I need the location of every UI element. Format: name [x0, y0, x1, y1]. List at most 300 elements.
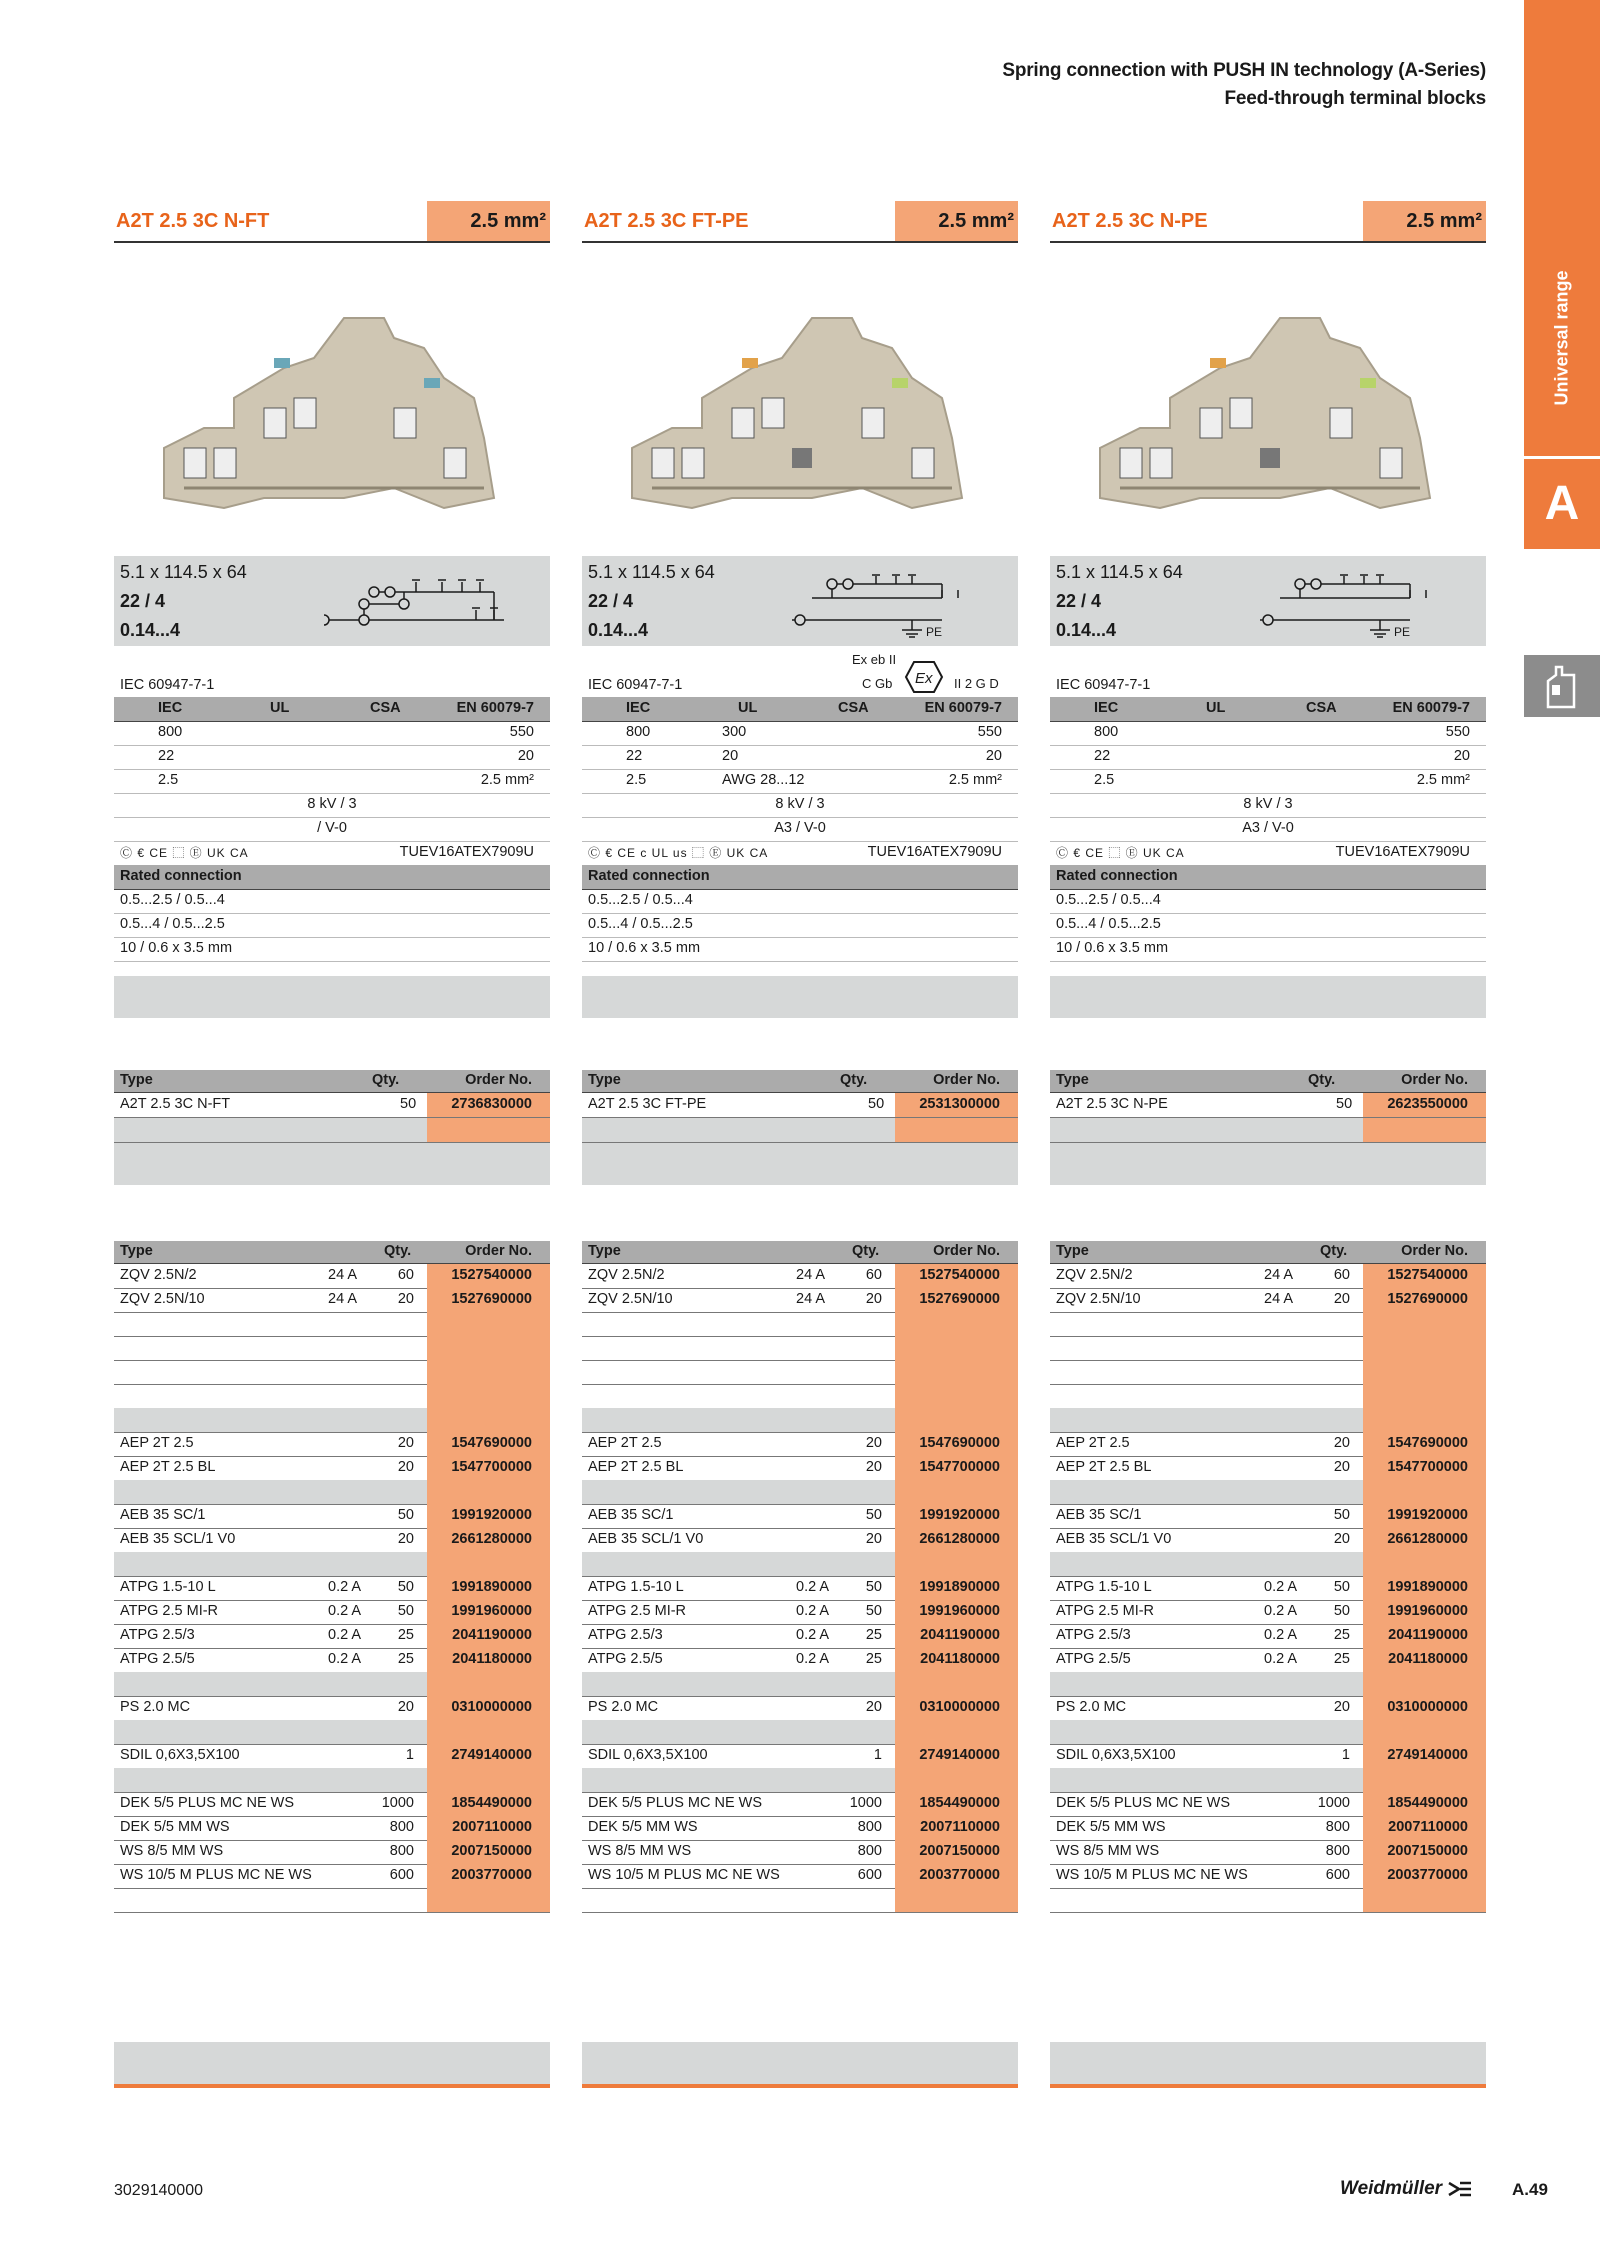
accessory-order-number[interactable]: 1547690000 — [451, 1435, 532, 1451]
accessory-qty: 25 — [1333, 1627, 1350, 1643]
accessory-type: WS 8/5 MM WS — [1056, 1843, 1160, 1859]
accessory-type: WS 10/5 M PLUS MC NE WS — [120, 1867, 312, 1883]
order-number-cell[interactable] — [895, 1264, 1018, 1288]
accessory-row — [1050, 1792, 1486, 1817]
order-number-cell[interactable] — [427, 1864, 550, 1888]
accessory-order-number[interactable]: 2041190000 — [1388, 1627, 1468, 1643]
accessory-type: AEB 35 SCL/1 V0 — [1056, 1531, 1172, 1547]
accessory-qty: 600 — [389, 1867, 414, 1883]
accessory-type: WS 10/5 M PLUS MC NE WS — [588, 1867, 780, 1883]
section-tab[interactable] — [1524, 0, 1600, 549]
accessory-qty: 20 — [865, 1435, 882, 1451]
product-title-bar — [114, 201, 550, 243]
col-type: Type — [120, 1243, 153, 1259]
col-qty: Qty. — [1320, 1243, 1348, 1259]
accessory-order-number[interactable]: 1547700000 — [451, 1459, 532, 1475]
col-type: Type — [1056, 1243, 1089, 1259]
accessory-order-number[interactable]: 2041180000 — [1388, 1651, 1468, 1667]
approval-icons: Ⓒ € CE c UL us ⬚ Ⓔ UK CA — [588, 846, 769, 860]
accessory-row — [582, 1504, 1018, 1529]
doc-number: 3029140000 — [114, 2182, 203, 2199]
spec-en: 550 — [977, 724, 1002, 740]
section-tab-label: Universal range — [1551, 270, 1572, 406]
accessory-row — [582, 1696, 1018, 1721]
accessory-row — [582, 1864, 1018, 1889]
accessory-type: AEB 35 SC/1 — [120, 1507, 206, 1523]
accessory-order-number[interactable]: 1527540000 — [1387, 1267, 1468, 1283]
spec-iec: 2.5 — [1094, 772, 1115, 788]
order-number-cell[interactable] — [1363, 1840, 1486, 1864]
type-value: A2T 2.5 3C N-PE — [1056, 1096, 1168, 1112]
spec-row — [582, 769, 1018, 794]
spec-row — [1050, 769, 1486, 794]
accessory-row — [1050, 1816, 1486, 1841]
col-en: EN 60079-7 — [924, 700, 1002, 716]
rated-impulse-voltage: 8 kV / 3 — [775, 796, 825, 812]
spec-iec: 800 — [158, 724, 183, 740]
accessory-current: 0.2 A — [1264, 1579, 1298, 1595]
order-number-cell[interactable] — [1363, 1816, 1486, 1840]
spec-row — [1050, 721, 1486, 746]
accessory-order-number[interactable]: 1991960000 — [1387, 1603, 1468, 1619]
accessory-type: PS 2.0 MC — [1056, 1699, 1127, 1715]
accessory-row — [582, 1288, 1018, 1313]
accessory-type: AEP 2T 2.5 — [120, 1435, 194, 1451]
accessory-current: 24 A — [328, 1291, 358, 1307]
type-value: A2T 2.5 3C N-FT — [120, 1096, 231, 1112]
accessory-type: ATPG 2.5/3 — [588, 1627, 663, 1643]
certificate-number: TUEV16ATEX7909U — [399, 844, 534, 860]
accessory-qty: 1000 — [381, 1795, 414, 1811]
order-number-cell[interactable] — [1363, 1093, 1486, 1117]
accessory-row — [114, 1264, 550, 1289]
accessory-row — [114, 1528, 550, 1553]
accessory-order-number[interactable]: 2041180000 — [452, 1651, 532, 1667]
spec-ul: 20 — [722, 748, 739, 764]
rated-connection-value: 0.5...4 / 0.5...2.5 — [120, 916, 225, 932]
order-number-cell[interactable] — [427, 1288, 550, 1312]
spec-iec: 22 — [1094, 748, 1111, 764]
order-number-cell[interactable] — [1363, 1456, 1486, 1480]
accessory-row — [114, 1792, 550, 1817]
accessory-type: ZQV 2.5N/2 — [1056, 1267, 1133, 1283]
order-number[interactable]: 2531300000 — [919, 1096, 1000, 1112]
accessory-order-number[interactable]: 1991890000 — [451, 1579, 532, 1595]
col-order: Order No. — [1401, 1243, 1468, 1259]
bottom-band — [582, 2042, 1018, 2088]
page-header — [1002, 57, 1486, 113]
accessory-type: DEK 5/5 MM WS — [1056, 1819, 1166, 1835]
accessory-row — [1050, 1624, 1486, 1649]
accessory-row — [114, 1288, 550, 1313]
order-number-cell[interactable] — [895, 1696, 1018, 1720]
order-number-cell[interactable] — [427, 1744, 550, 1768]
accessory-order-number[interactable]: 2003770000 — [919, 1867, 1000, 1883]
spec-row — [114, 769, 550, 794]
accessory-qty: 20 — [397, 1459, 414, 1475]
cross-section: 2.5 mm² — [938, 210, 1014, 232]
rated-impulse-voltage: 8 kV / 3 — [307, 796, 357, 812]
brand-logo — [1340, 2178, 1473, 2200]
col-type: Type — [588, 1072, 621, 1088]
cross-section-badge — [895, 201, 1018, 241]
accessory-type: PS 2.0 MC — [588, 1699, 659, 1715]
spec-en: 550 — [1445, 724, 1470, 740]
col-type: Type — [1056, 1072, 1089, 1088]
accessory-qty: 25 — [397, 1651, 414, 1667]
accessory-qty: 20 — [397, 1531, 414, 1547]
order-number-cell[interactable] — [895, 1504, 1018, 1528]
order-number-cell[interactable] — [427, 1696, 550, 1720]
order-number-cell[interactable] — [1363, 1792, 1486, 1816]
accessory-order-number[interactable]: 1547690000 — [919, 1435, 1000, 1451]
table-row — [1050, 1093, 1486, 1118]
accessory-order-number[interactable]: 0310000000 — [919, 1699, 1000, 1715]
accessory-order-number[interactable]: 2661280000 — [451, 1531, 532, 1547]
order-number-cell[interactable] — [895, 1816, 1018, 1840]
order-number-cell[interactable] — [427, 1432, 550, 1456]
accessory-order-number[interactable]: 1527540000 — [451, 1267, 532, 1283]
order-number-cell[interactable] — [895, 1093, 1018, 1117]
accessory-row — [1050, 1528, 1486, 1553]
col-qty: Qty. — [384, 1243, 412, 1259]
flammability-class: A3 / V-0 — [774, 820, 826, 836]
product-title-bar — [582, 201, 1018, 243]
clamping-range: 0.14...4 — [120, 620, 181, 640]
accessory-type: DEK 5/5 MM WS — [120, 1819, 230, 1835]
accessory-type: ATPG 2.5 MI-R — [120, 1603, 219, 1619]
accessory-row — [114, 1432, 550, 1457]
spec-row — [1050, 745, 1486, 770]
accessory-order-number[interactable]: 0310000000 — [1387, 1699, 1468, 1715]
order-number-cell[interactable] — [427, 1624, 550, 1648]
accessory-row — [114, 1744, 550, 1769]
qty-value: 50 — [400, 1096, 417, 1112]
col-en: EN 60079-7 — [456, 700, 534, 716]
accessory-current: 0.2 A — [328, 1603, 362, 1619]
accessory-order-number[interactable]: 2749140000 — [919, 1747, 1000, 1763]
accessory-order-number[interactable]: 1547690000 — [1387, 1435, 1468, 1451]
accessory-type: WS 10/5 M PLUS MC NE WS — [1056, 1867, 1248, 1883]
spec-row — [114, 721, 550, 746]
accessory-order-number[interactable]: 1854490000 — [451, 1795, 532, 1811]
accessory-row — [1050, 1648, 1486, 1673]
brand-mark-icon — [1447, 2180, 1473, 2198]
order-number-cell[interactable] — [895, 1792, 1018, 1816]
approvals-row — [1050, 841, 1486, 866]
spec-iec: 2.5 — [626, 772, 647, 788]
accessory-current: 0.2 A — [328, 1651, 362, 1667]
order-number-cell[interactable] — [1363, 1696, 1486, 1720]
col-order: Order No. — [1401, 1072, 1468, 1088]
order-number-cell[interactable] — [1363, 1600, 1486, 1624]
spec-iec: 22 — [626, 748, 643, 764]
order-number-cell[interactable] — [895, 1528, 1018, 1552]
order-number-cell[interactable] — [1363, 1648, 1486, 1672]
accessory-order-number[interactable]: 2007150000 — [919, 1843, 1000, 1859]
accessory-order-number[interactable]: 2661280000 — [1387, 1531, 1468, 1547]
order-number-cell[interactable] — [895, 1840, 1018, 1864]
circuit-diagram — [1260, 574, 1480, 640]
col-csa: CSA — [838, 700, 869, 716]
col-ul: UL — [270, 700, 290, 716]
accessory-qty: 50 — [1333, 1579, 1350, 1595]
accessory-order-number[interactable]: 2007110000 — [1388, 1819, 1468, 1835]
accessory-order-number[interactable]: 1991920000 — [451, 1507, 532, 1523]
accessory-order-number[interactable]: 2003770000 — [451, 1867, 532, 1883]
rated-connection-title: Rated connection — [1056, 868, 1178, 884]
accessory-row — [582, 1744, 1018, 1769]
accessory-row — [1050, 1504, 1486, 1529]
accessory-qty: 20 — [865, 1699, 882, 1715]
accessory-type: ATPG 2.5 MI-R — [588, 1603, 687, 1619]
col-en: EN 60079-7 — [1392, 700, 1470, 716]
accessory-order-number[interactable]: 1527690000 — [1387, 1291, 1468, 1307]
accessory-row — [1050, 1696, 1486, 1721]
accessory-order-number[interactable]: 1527690000 — [919, 1291, 1000, 1307]
order-number-cell[interactable] — [895, 1864, 1018, 1888]
accessories-header — [1050, 1241, 1486, 1264]
order-number-cell[interactable] — [895, 1576, 1018, 1600]
order-number-cell[interactable] — [1363, 1264, 1486, 1288]
order-number-cell[interactable] — [1363, 1624, 1486, 1648]
order-number-cell[interactable] — [427, 1264, 550, 1288]
col-qty: Qty. — [1308, 1072, 1336, 1088]
dimensions: 5.1 x 114.5 x 64 — [588, 562, 715, 582]
accessory-type: AEB 35 SCL/1 V0 — [120, 1531, 236, 1547]
spec-ul: 300 — [722, 724, 747, 740]
order-number-cell[interactable] — [427, 1504, 550, 1528]
accessory-qty: 600 — [1325, 1867, 1350, 1883]
order-number-cell[interactable] — [427, 1840, 550, 1864]
terminal-block-icon[interactable] — [1524, 655, 1600, 717]
accessory-row — [582, 1624, 1018, 1649]
accessory-type: WS 8/5 MM WS — [120, 1843, 224, 1859]
accessory-order-number[interactable]: 1854490000 — [919, 1795, 1000, 1811]
accessory-order-number[interactable]: 1547700000 — [919, 1459, 1000, 1475]
accessory-order-number[interactable]: 1991960000 — [451, 1603, 532, 1619]
accessory-row — [582, 1840, 1018, 1865]
accessory-order-number[interactable]: 1991890000 — [1387, 1579, 1468, 1595]
standard: IEC 60947-7-1 — [1056, 677, 1151, 693]
wire-size-awg: 22 / 4 — [1056, 591, 1102, 611]
accessory-row — [114, 1576, 550, 1601]
accessory-order-number[interactable]: 2041180000 — [920, 1651, 1000, 1667]
accessory-row — [1050, 1264, 1486, 1289]
accessory-type: AEP 2T 2.5 BL — [588, 1459, 684, 1475]
accessory-row — [114, 1456, 550, 1481]
accessory-type: AEP 2T 2.5 BL — [1056, 1459, 1152, 1475]
order-number-cell[interactable] — [427, 1648, 550, 1672]
order-number-cell[interactable] — [1363, 1504, 1486, 1528]
accessory-qty: 20 — [1333, 1459, 1350, 1475]
order-number-cell[interactable] — [1363, 1432, 1486, 1456]
order-number-cell[interactable] — [895, 1744, 1018, 1768]
spec-iec: 2.5 — [158, 772, 179, 788]
order-number[interactable]: 2623550000 — [1387, 1096, 1468, 1112]
order-number-cell[interactable] — [895, 1624, 1018, 1648]
accessory-qty: 1 — [1341, 1747, 1350, 1763]
accessory-type: ZQV 2.5N/10 — [120, 1291, 205, 1307]
dimensions: 5.1 x 114.5 x 64 — [120, 562, 247, 582]
accessory-row — [114, 1840, 550, 1865]
accessory-order-number[interactable]: 2749140000 — [1387, 1747, 1468, 1763]
accessory-qty: 20 — [397, 1291, 414, 1307]
accessory-order-number[interactable]: 0310000000 — [451, 1699, 532, 1715]
order-number-cell[interactable] — [427, 1576, 550, 1600]
accessory-row — [1050, 1840, 1486, 1865]
accessory-type: DEK 5/5 PLUS MC NE WS — [1056, 1795, 1231, 1811]
order-number-cell[interactable] — [427, 1456, 550, 1480]
accessory-type: AEP 2T 2.5 — [588, 1435, 662, 1451]
standard: IEC 60947-7-1 — [120, 677, 215, 693]
order-number-cell[interactable] — [895, 1600, 1018, 1624]
cross-section: 2.5 mm² — [1406, 210, 1482, 232]
order-number-cell[interactable] — [1363, 1864, 1486, 1888]
blank-band — [582, 1143, 1018, 1185]
rated-connection-value: 10 / 0.6 x 3.5 mm — [120, 940, 233, 956]
order-number-cell[interactable] — [1363, 1576, 1486, 1600]
accessory-type: ATPG 2.5/3 — [1056, 1627, 1131, 1643]
order-number-cell[interactable] — [1363, 1288, 1486, 1312]
accessory-qty: 60 — [1333, 1267, 1350, 1283]
spec-table-header — [1050, 697, 1486, 722]
rated-connection-value: 0.5...2.5 / 0.5...4 — [120, 892, 225, 908]
accessory-order-number[interactable]: 1854490000 — [1387, 1795, 1468, 1811]
accessory-row — [114, 1504, 550, 1529]
accessory-order-number[interactable]: 2007110000 — [452, 1819, 532, 1835]
rated-connection-value: 0.5...2.5 / 0.5...4 — [1056, 892, 1161, 908]
accessory-type: SDIL 0,6X3,5X100 — [588, 1747, 708, 1763]
accessory-order-number[interactable]: 1547700000 — [1387, 1459, 1468, 1475]
accessory-qty: 50 — [1333, 1507, 1350, 1523]
accessory-type: SDIL 0,6X3,5X100 — [1056, 1747, 1176, 1763]
col-csa: CSA — [1306, 700, 1337, 716]
order-number-cell[interactable] — [1363, 1744, 1486, 1768]
col-iec: IEC — [158, 700, 183, 716]
order-number-cell[interactable] — [427, 1816, 550, 1840]
order-number-cell[interactable] — [895, 1648, 1018, 1672]
accessory-order-number[interactable]: 1991920000 — [919, 1507, 1000, 1523]
order-number-cell[interactable] — [427, 1792, 550, 1816]
accessory-type: ZQV 2.5N/10 — [588, 1291, 673, 1307]
accessory-order-number[interactable]: 2041190000 — [920, 1627, 1000, 1643]
dimensions-box — [1050, 556, 1486, 646]
accessory-current: 0.2 A — [796, 1627, 830, 1643]
product-name: A2T 2.5 3C N-FT — [116, 210, 270, 232]
accessory-current: 0.2 A — [1264, 1651, 1298, 1667]
col-qty: Qty. — [840, 1072, 868, 1088]
order-number-cell[interactable] — [427, 1093, 550, 1117]
accessory-order-number[interactable]: 2007150000 — [451, 1843, 532, 1859]
product-title-bar — [1050, 201, 1486, 243]
rated-connection-value: 10 / 0.6 x 3.5 mm — [588, 940, 701, 956]
clamping-range: 0.14...4 — [1056, 620, 1117, 640]
spec-en: 2.5 mm² — [948, 772, 1002, 788]
accessory-type: ATPG 2.5/3 — [120, 1627, 195, 1643]
accessory-qty: 50 — [397, 1507, 414, 1523]
order-number[interactable]: 2736830000 — [451, 1096, 532, 1112]
accessory-type: PS 2.0 MC — [120, 1699, 191, 1715]
col-iec: IEC — [626, 700, 651, 716]
spec-iec: 800 — [626, 724, 651, 740]
accessory-type: WS 8/5 MM WS — [588, 1843, 692, 1859]
ex-mark: Ex — [915, 670, 933, 687]
accessory-order-number[interactable]: 1527540000 — [919, 1267, 1000, 1283]
clamping-range: 0.14...4 — [588, 620, 649, 640]
accessory-order-number[interactable]: 1991890000 — [919, 1579, 1000, 1595]
accessory-order-number[interactable]: 2007150000 — [1387, 1843, 1468, 1859]
cross-section-badge — [427, 201, 550, 241]
order-number-cell[interactable] — [427, 1528, 550, 1552]
accessory-qty: 50 — [397, 1603, 414, 1619]
accessory-row — [582, 1792, 1018, 1817]
accessory-row — [582, 1528, 1018, 1553]
spec-row — [582, 745, 1018, 770]
accessory-type: ZQV 2.5N/2 — [588, 1267, 665, 1283]
spec-iec: 800 — [1094, 724, 1119, 740]
accessory-type: ZQV 2.5N/2 — [120, 1267, 197, 1283]
accessory-order-number[interactable]: 2003770000 — [1387, 1867, 1468, 1883]
accessory-row — [114, 1648, 550, 1673]
product-image — [612, 298, 988, 528]
certificate-number: TUEV16ATEX7909U — [867, 844, 1002, 860]
accessory-current: 24 A — [796, 1291, 826, 1307]
accessory-row — [582, 1264, 1018, 1289]
accessory-order-number[interactable]: 2041190000 — [452, 1627, 532, 1643]
ex-marking-2: C Gb — [862, 676, 893, 691]
accessory-type: ZQV 2.5N/10 — [1056, 1291, 1141, 1307]
rated-connection-value: 0.5...2.5 / 0.5...4 — [588, 892, 693, 908]
rated-impulse-voltage: 8 kV / 3 — [1243, 796, 1293, 812]
col-csa: CSA — [370, 700, 401, 716]
accessory-qty: 1 — [873, 1747, 882, 1763]
accessory-type: AEB 35 SC/1 — [1056, 1507, 1142, 1523]
accessory-current: 0.2 A — [796, 1651, 830, 1667]
accessory-qty: 50 — [397, 1579, 414, 1595]
accessory-order-number[interactable]: 2749140000 — [451, 1747, 532, 1763]
accessory-type: DEK 5/5 PLUS MC NE WS — [588, 1795, 763, 1811]
accessory-qty: 20 — [865, 1531, 882, 1547]
spec-ul: AWG 28...12 — [722, 772, 805, 788]
accessory-current: 0.2 A — [1264, 1627, 1298, 1643]
accessory-qty: 1000 — [849, 1795, 882, 1811]
accessory-order-number[interactable]: 2007110000 — [920, 1819, 1000, 1835]
accessory-qty: 800 — [1325, 1819, 1350, 1835]
accessory-type: ATPG 2.5/5 — [1056, 1651, 1131, 1667]
order-number-cell[interactable] — [1363, 1528, 1486, 1552]
order-number-cell[interactable] — [895, 1432, 1018, 1456]
accessory-type: SDIL 0,6X3,5X100 — [120, 1747, 240, 1763]
spec-row — [114, 745, 550, 770]
type-value: A2T 2.5 3C FT-PE — [588, 1096, 707, 1112]
accessory-row — [1050, 1456, 1486, 1481]
rated-connection-title: Rated connection — [588, 868, 710, 884]
accessory-order-number[interactable]: 1991920000 — [1387, 1507, 1468, 1523]
accessory-qty: 50 — [865, 1579, 882, 1595]
accessory-order-number[interactable]: 1527690000 — [451, 1291, 532, 1307]
accessory-order-number[interactable]: 1991960000 — [919, 1603, 1000, 1619]
accessory-order-number[interactable]: 2661280000 — [919, 1531, 1000, 1547]
order-number-cell[interactable] — [427, 1600, 550, 1624]
accessory-qty: 20 — [1333, 1291, 1350, 1307]
spec-en: 2.5 mm² — [1416, 772, 1470, 788]
accessory-qty: 600 — [857, 1867, 882, 1883]
order-number-cell[interactable] — [895, 1456, 1018, 1480]
order-number-cell[interactable] — [895, 1288, 1018, 1312]
accessory-qty: 20 — [1333, 1531, 1350, 1547]
flammability-class: A3 / V-0 — [1242, 820, 1294, 836]
